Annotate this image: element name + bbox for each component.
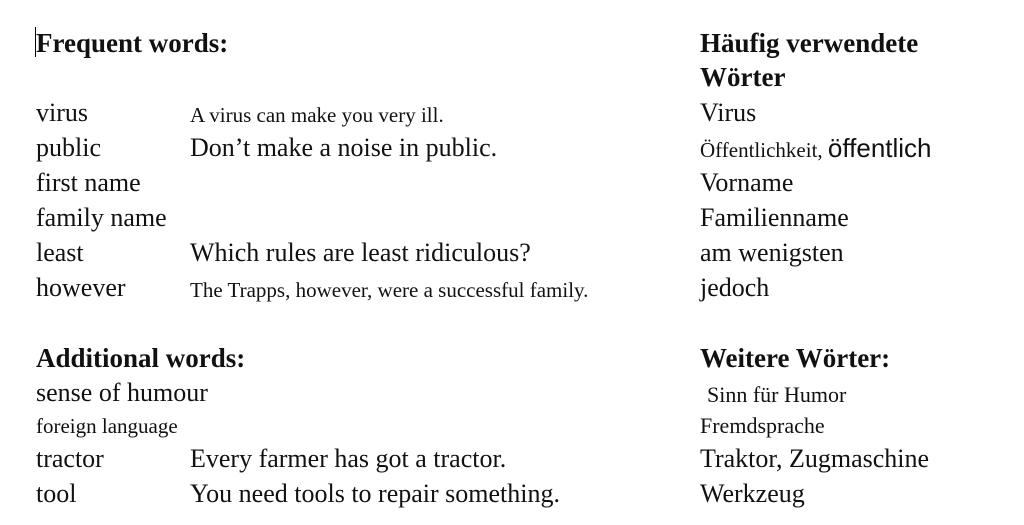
word-de: Werkzeug	[700, 479, 805, 508]
word-de	[700, 131, 932, 170]
word-en: however	[36, 273, 126, 302]
word-de: Familienname	[700, 203, 849, 232]
additional-words-heading-de: Weitere Wörter:	[700, 343, 891, 373]
word-en: sense of humour	[36, 378, 208, 407]
word-de: Fremdsprache	[700, 413, 825, 438]
word-de: Vorname	[700, 168, 794, 197]
example-sentence: You need tools to repair something.	[190, 479, 560, 508]
word-de-part: Öffentlichkeit,	[700, 138, 828, 162]
word-en: public	[36, 133, 101, 162]
frequent-words-heading-de: Häufig verwendete Wörter	[700, 28, 919, 92]
word-de-part: öffentlich	[827, 133, 932, 163]
additional-words-heading: Additional words:	[36, 343, 246, 373]
word-en: tool	[36, 479, 77, 508]
word-de: Traktor, Zugmaschine	[700, 444, 930, 473]
example-sentence: Don’t make a noise in public.	[190, 133, 498, 162]
word-de: am wenigsten	[700, 238, 844, 267]
word-en: tractor	[36, 444, 104, 473]
example-sentence: The Trapps, however, were a successful family.	[190, 278, 589, 302]
word-de: Sinn für Humor	[707, 382, 847, 407]
word-en: least	[36, 238, 84, 267]
word-en: virus	[36, 98, 88, 127]
word-en: foreign language	[36, 414, 178, 438]
word-de: Virus	[700, 98, 757, 127]
word-de: jedoch	[700, 273, 770, 302]
example-sentence: A virus can make you very ill.	[190, 103, 444, 127]
word-en: first name	[36, 168, 141, 197]
example-sentence: Every farmer has got a tractor.	[190, 444, 507, 473]
example-sentence: Which rules are least ridiculous?	[190, 238, 531, 267]
frequent-words-heading: Frequent words:	[36, 28, 229, 58]
word-en: family name	[36, 203, 167, 232]
